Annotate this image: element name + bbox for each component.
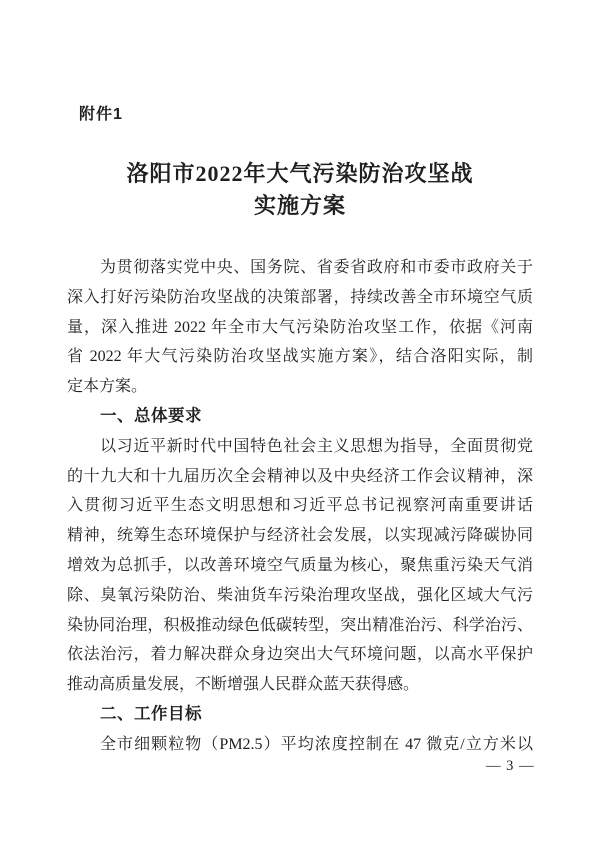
section-heading: 一、总体要求 [100,406,202,425]
document-title-line2: 实施方案 [253,193,346,218]
body-line: 推动高质量发展，不断增强人民群众蓝天获得感。 [67,676,420,694]
document-body [67,253,533,760]
document-title-line1: 洛阳市2022年大气污染防治攻坚战 [126,161,474,186]
body-line: 为贯彻落实党中央、国务院、省委省政府和市委市政府关于 [100,259,533,276]
section-heading: 二、工作目标 [100,704,202,723]
body-line: 依法治污，着力解决群众身边突出大气环境问题，以高水平保护 [67,646,533,664]
attachment-label: 附件1 [79,106,123,123]
body-line: 深入打好污染防治攻坚战的决策部署，持续改善全市环境空气质 [67,288,533,306]
body-line: 染协同治理，积极推动绿色低碳转型，突出精准治污、科学治污、 [67,616,533,634]
body-line: 以习近平新时代中国特色社会主义思想为指导，全面贯彻党 [100,437,533,455]
body-line: 量，深入推进 2022 年全市大气污染防治攻坚工作，依据《河南 [67,318,533,336]
body-line: 增效为总抓手，以改善环境空气质量为核心，聚焦重污染天气消 [67,556,533,574]
body-line: 全市细颗粒物（PM2.5）平均浓度控制在 47 微克/立方米以 [100,735,533,753]
body-line: 定本方案。 [67,378,148,396]
page-number: — 3 — [486,758,535,774]
body-line: 省 2022 年大气污染防治攻坚战实施方案》，结合洛阳实际，制 [67,348,533,366]
body-line: 除、臭氧污染防治、柴油货车污染治理攻坚战，强化区域大气污 [67,586,533,604]
document-title [0,158,600,222]
body-line: 的十九大和十九届历次全会精神以及中央经济工作会议精神，深 [67,467,533,485]
body-line: 入贯彻习近平生态文明思想和习近平总书记视察河南重要讲话 [67,497,533,515]
body-line: 精神，统筹生态环境保护与经济社会发展，以实现减污降碳协同 [67,527,533,545]
